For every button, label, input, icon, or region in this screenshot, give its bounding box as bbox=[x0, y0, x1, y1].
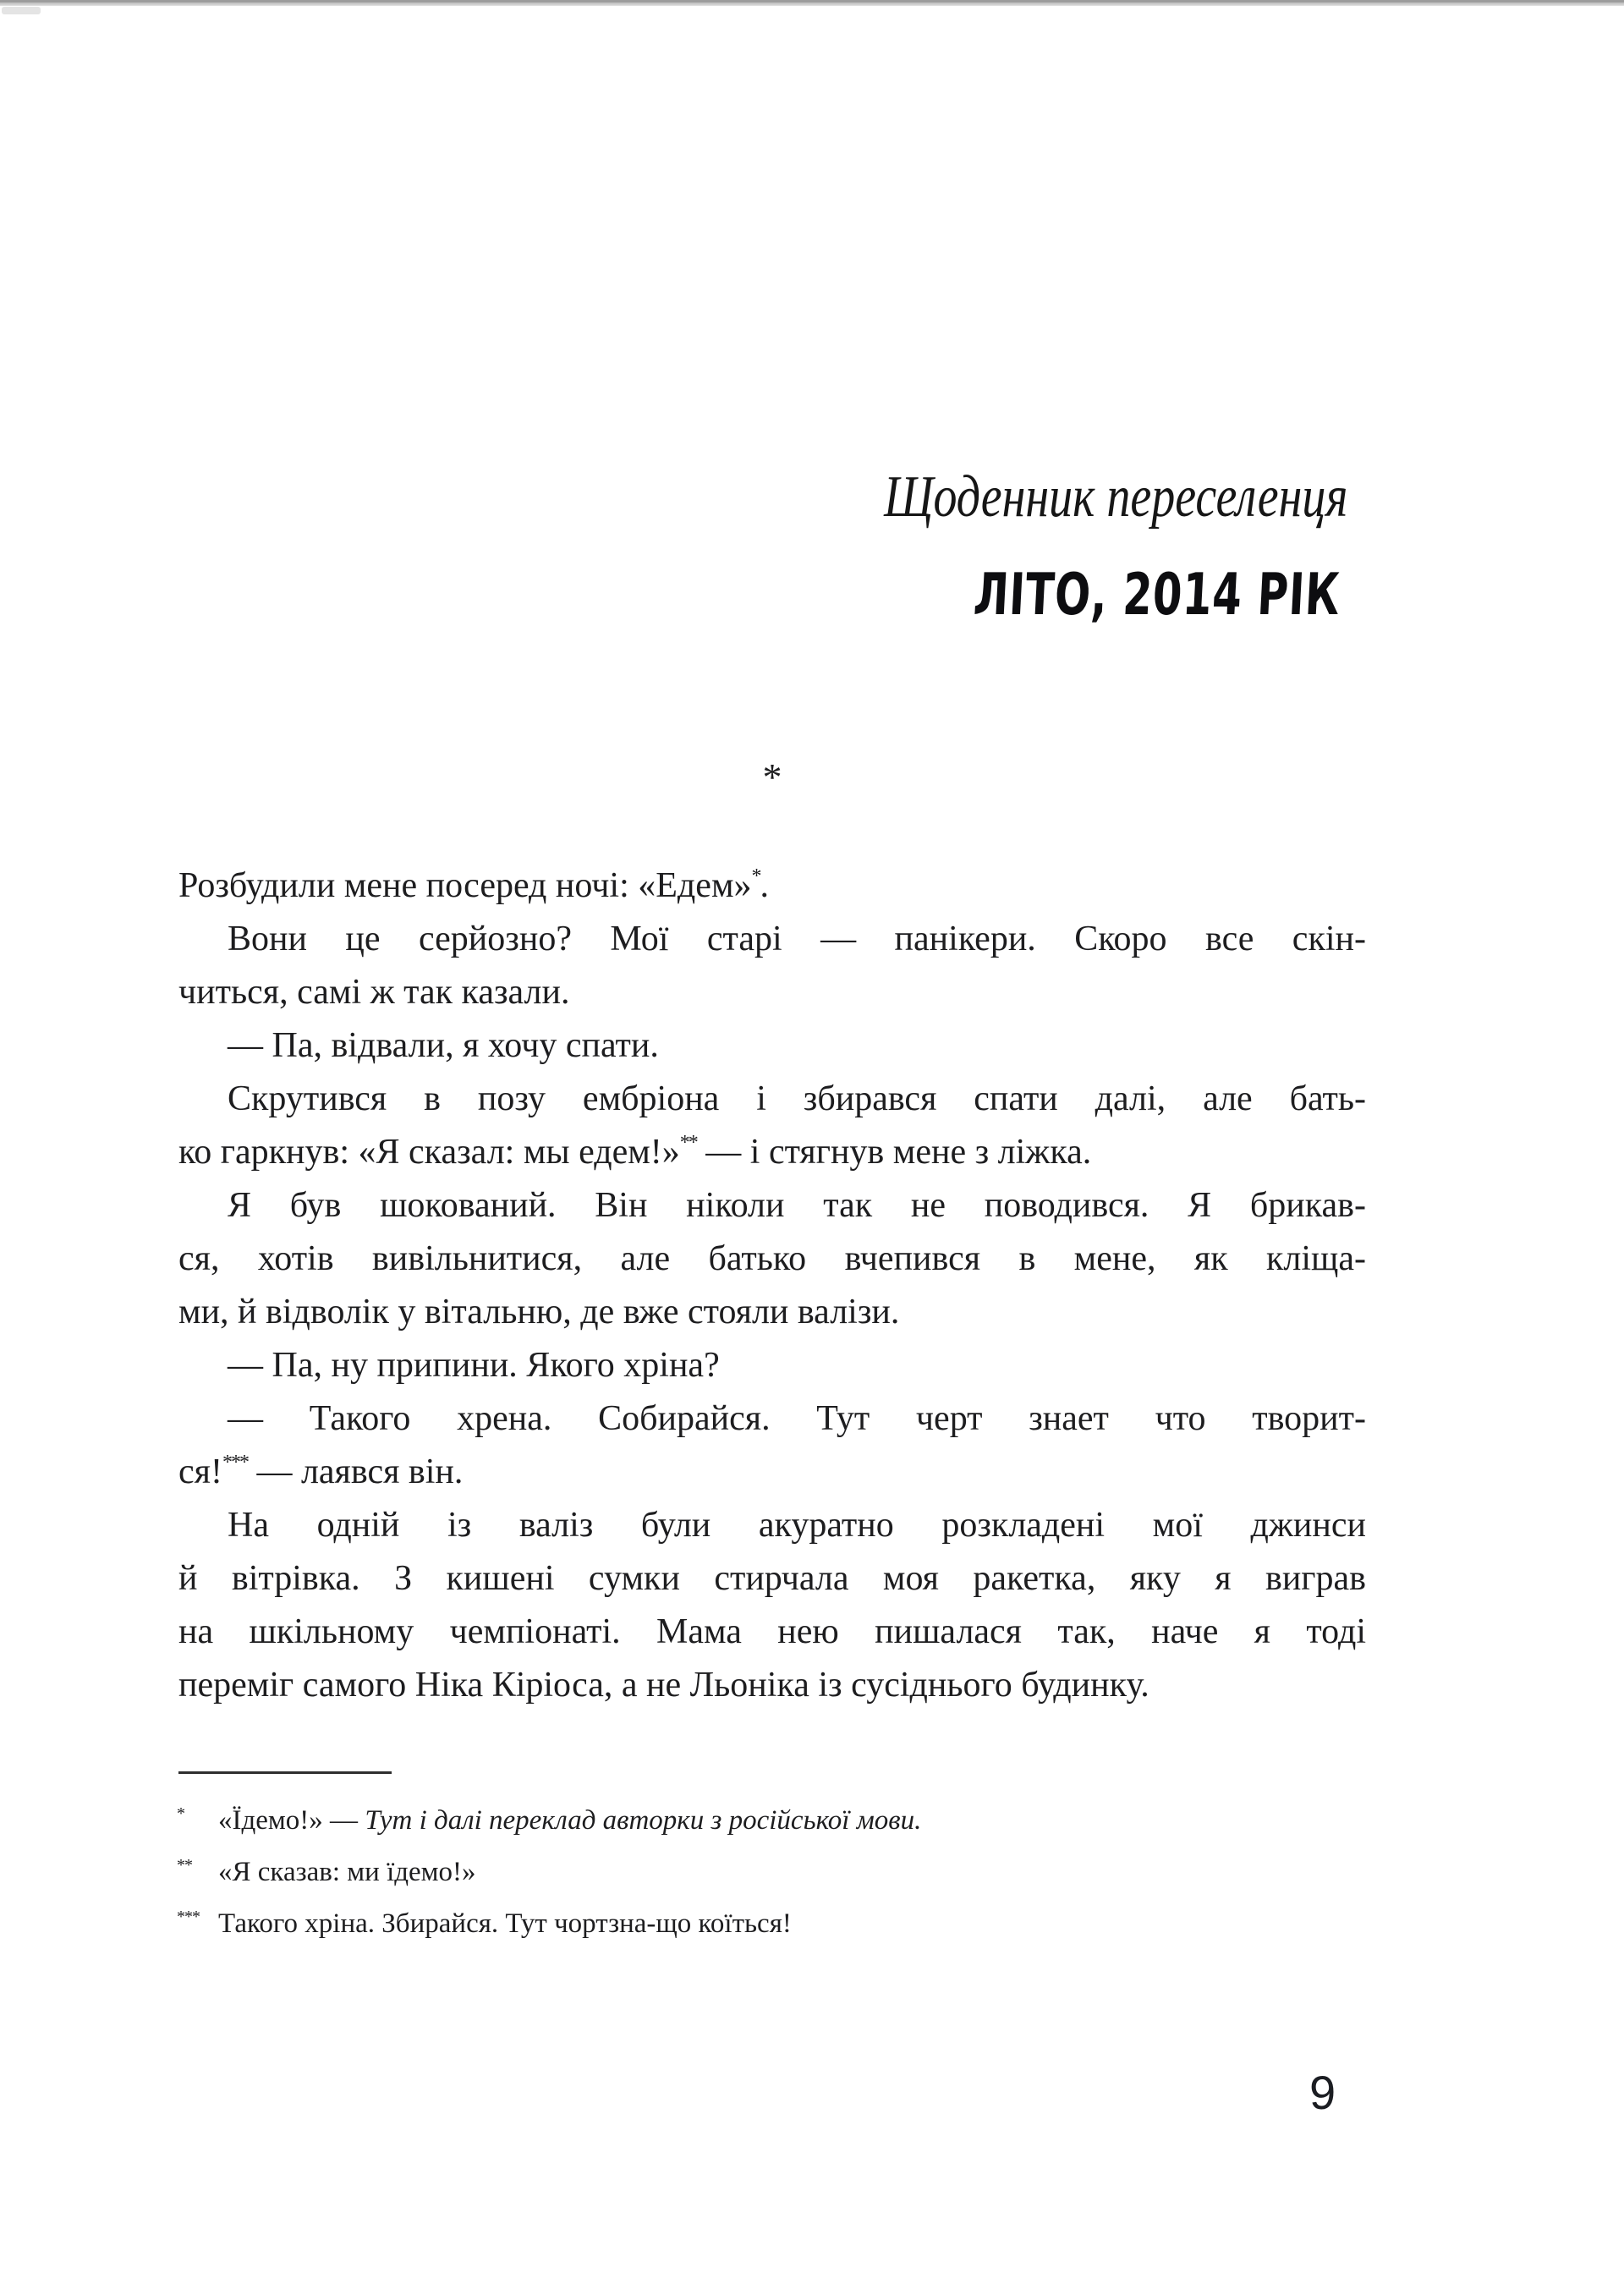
body-line bbox=[178, 1446, 1366, 1499]
body-text-segment: — Па, ну припини. Якого хріна? bbox=[228, 1346, 720, 1385]
scan-edge-tab bbox=[2, 7, 41, 14]
body-text-segment: ся! bbox=[178, 1452, 222, 1491]
section-separator-asterisk: * bbox=[762, 755, 782, 799]
body-line bbox=[178, 1073, 1366, 1126]
footnote-rule bbox=[178, 1771, 392, 1774]
body-line bbox=[178, 1019, 1366, 1073]
body-text-segment: Вони це серйозно? Мої старі — панікери. Скоро все скін- bbox=[228, 920, 1366, 958]
body-line bbox=[178, 1552, 1366, 1606]
body-line bbox=[178, 1606, 1366, 1659]
body-text-segment: Скрутився в позу ембріона і збирався спати далі, але бать- bbox=[228, 1079, 1366, 1118]
body-line bbox=[178, 1392, 1366, 1446]
footnote-text-segment: «Їдемо!» — bbox=[218, 1805, 365, 1836]
body-text-segment: переміг самого Ніка Кіріоса, а не Льоніка із сусіднього будинку. bbox=[178, 1666, 1149, 1705]
body-text-segment: на шкільному чемпіонаті. Мама нею пишалася так, наче я тоді bbox=[178, 1612, 1366, 1651]
body-line bbox=[178, 1339, 1366, 1392]
footnotes-block bbox=[178, 1795, 1366, 1950]
body-line bbox=[178, 966, 1366, 1019]
body-text-segment: — Па, відвали, я хочу спати. bbox=[228, 1026, 659, 1065]
footnote-text-segment: «Я сказав: ми їдемо!» bbox=[218, 1857, 476, 1887]
body-line bbox=[178, 859, 1366, 913]
footnote bbox=[178, 1795, 1366, 1847]
body-text-segment: ми, й відволік у вітальню, де вже стояли валізи. bbox=[178, 1293, 900, 1331]
body-line bbox=[178, 1286, 1366, 1339]
body-text-segment: Розбудили мене посеред ночі: «Едем» bbox=[178, 866, 752, 905]
running-head-title: Щоденник переселенця bbox=[883, 464, 1347, 530]
footnote-ref-marker: * bbox=[751, 865, 760, 887]
footnote-marker: *** bbox=[177, 1908, 200, 1926]
body-line bbox=[178, 1179, 1366, 1233]
footnote-marker: * bbox=[177, 1804, 184, 1823]
body-text-segment: . bbox=[760, 866, 770, 905]
footnote-ref-marker: *** bbox=[222, 1452, 248, 1474]
chapter-title: ЛІТО, 2014 РІК bbox=[972, 562, 1342, 629]
body-text-segment: — Такого хрена. Собирайся. Тут черт знает что творит- bbox=[228, 1399, 1366, 1438]
body-text-segment: ко гаркнув: «Я сказал: мы едем!» bbox=[178, 1133, 680, 1172]
scan-edge-bar bbox=[0, 0, 1624, 6]
body-text-segment: читься, самі ж так казали. bbox=[178, 973, 570, 1012]
footnote-text-segment: Тут і далі переклад авторки з російської мови. bbox=[365, 1805, 922, 1836]
body-text-segment: Я був шокований. Він ніколи так не поводився. Я брикав- bbox=[228, 1186, 1366, 1225]
body-text-segment: — лаявся він. bbox=[247, 1452, 464, 1491]
page-number: 9 bbox=[1309, 2066, 1336, 2119]
body-line bbox=[178, 1659, 1366, 1712]
footnote-marker: ** bbox=[177, 1856, 192, 1875]
footnote-ref-marker: ** bbox=[679, 1132, 697, 1154]
body-line bbox=[178, 1126, 1366, 1179]
body-text-segment: На одній із валіз були акуратно розкладені мої джинси bbox=[228, 1506, 1366, 1545]
body-text-segment: ся, хотів вивільнитися, але батько вчепився в мене, як кліща- bbox=[178, 1239, 1366, 1278]
body-text-segment: — і стягнув мене з ліжка. bbox=[696, 1133, 1092, 1172]
footnote bbox=[178, 1847, 1366, 1898]
body-text-segment: й вітрівка. З кишені сумки стирчала моя ракетка, яку я виграв bbox=[178, 1559, 1366, 1598]
body-line bbox=[178, 913, 1366, 966]
body-line bbox=[178, 1233, 1366, 1286]
body-text-column bbox=[178, 859, 1366, 1712]
footnote-text-segment: Такого хріна. Збирайся. Тут чортзна-що коїться! bbox=[218, 1908, 792, 1939]
body-line bbox=[178, 1499, 1366, 1552]
footnote bbox=[178, 1898, 1366, 1950]
